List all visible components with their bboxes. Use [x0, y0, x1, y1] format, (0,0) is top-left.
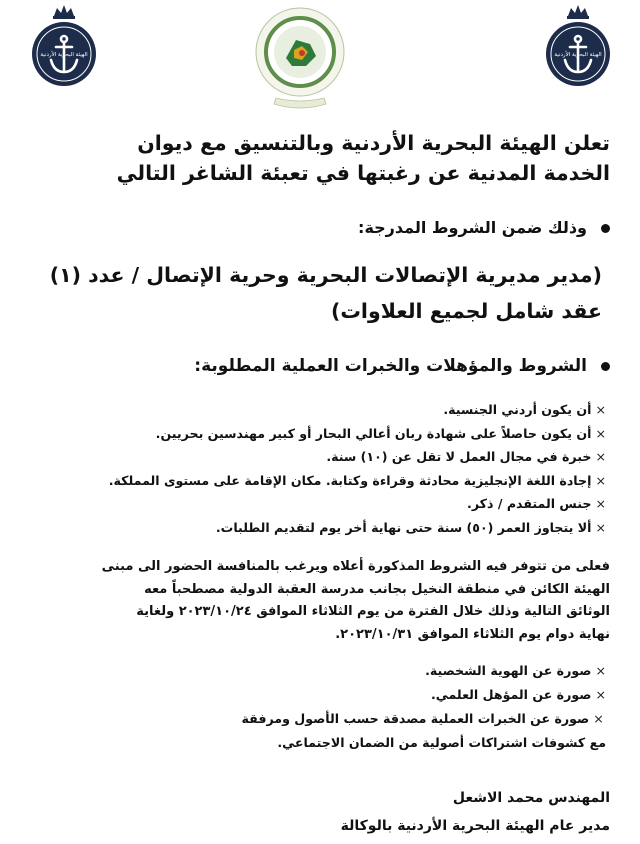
logo-left-text: الهيئة البحرية الأردنية	[40, 52, 88, 58]
list-item: ×إجادة اللغة الإنجليزية محادثة وقراءة وكتابة. مكان الإقامة على مستوى المملكة.	[28, 469, 606, 493]
signatory-name: المهندس محمد الاشعل	[452, 790, 610, 806]
list-item: ×صورة عن الهوية الشخصية.	[28, 659, 606, 683]
crown-icon	[567, 5, 589, 19]
list-item: ×جنس المتقدم / ذكر.	[28, 492, 606, 516]
logo-right-text: الهيئة البحرية الأردنية	[554, 52, 602, 58]
list-marker: ×	[595, 519, 606, 535]
application-instructions	[28, 556, 610, 646]
list-item-continuation: مع كشوفات اشتراكات أصولية من الضمان الاجتماعي.	[277, 735, 606, 750]
bullet-icon	[601, 224, 610, 233]
instruction-line: الهيئة الكائن في منطقة النخيل بجانب مدرسة العقبة الدولية مصطحباً معه	[144, 581, 610, 597]
list-item: ×أن يكون أردني الجنسية.	[28, 398, 606, 422]
list-marker: ×	[595, 496, 606, 511]
announcement-intro	[28, 128, 610, 188]
jma-logo-right	[542, 2, 614, 88]
signatory-title: مدير عام الهيئة البحرية الأردنية بالوكالة	[340, 818, 610, 834]
requirements-heading: الشروط والمؤهلات والخبرات العملية المطلوبة:	[28, 356, 610, 376]
crown-icon	[53, 5, 75, 19]
list-marker: ×	[595, 425, 606, 441]
list-item: ×أن يكون حاصلاً على شهادة ربان أعالي البحار أو كبير مهندسين بحريين.	[28, 422, 606, 446]
instruction-line: نهاية دوام يوم الثلاثاء الموافق ٢٠٢٣/١٠/٣١.	[335, 626, 610, 642]
signature-block	[28, 784, 610, 840]
bullet-icon	[601, 362, 610, 371]
instruction-line: الوثائق التالية وذلك خلال الفترة من يوم الثلاثاء الموافق ٢٠٢٣/١٠/٢٤ ولغاية	[136, 604, 610, 619]
list-marker: ×	[595, 687, 606, 702]
instruction-line: فعلى من تتوفر فيه الشروط المذكورة أعلاه ويرغب بالمنافسة الحضور الى مبنى	[101, 559, 610, 574]
list-item: ×صورة عن المؤهل العلمي.	[28, 683, 606, 707]
civil-service-seal	[244, 6, 356, 114]
job-title-line: (مدير مديرية الإتصالات البحرية وحرية الإتصال / عدد (١)	[49, 263, 602, 287]
list-item: ×صورة عن الخبرات العملية مصدقة حسب الأصول ومرفقة	[28, 707, 606, 731]
list-marker: ×	[593, 711, 606, 726]
job-title	[28, 257, 602, 329]
job-title-line: عقد شامل لجميع العلاوات)	[330, 299, 602, 323]
jma-logo-left	[28, 2, 100, 88]
intro-line: الخدمة المدنية عن رغبتها في تعبئة الشاغر التالي	[116, 161, 610, 185]
list-marker: ×	[595, 449, 606, 464]
list-item: ×خبرة في مجال العمل لا تقل عن (١٠) سنة.	[28, 445, 606, 469]
requirements-list	[28, 398, 606, 539]
list-item: ×ألا يتجاوز العمر (٥٠) سنة حتى نهاية أخر يوم لتقديم الطلبات.	[28, 516, 606, 540]
list-marker: ×	[595, 472, 606, 488]
required-documents	[28, 659, 606, 755]
intro-line: تعلن الهيئة البحرية الأردنية وبالتنسيق مع ديوان	[137, 131, 610, 155]
conditions-intro: وذلك ضمن الشروط المدرجة:	[28, 218, 610, 237]
list-marker: ×	[595, 663, 606, 678]
list-marker: ×	[595, 402, 606, 417]
